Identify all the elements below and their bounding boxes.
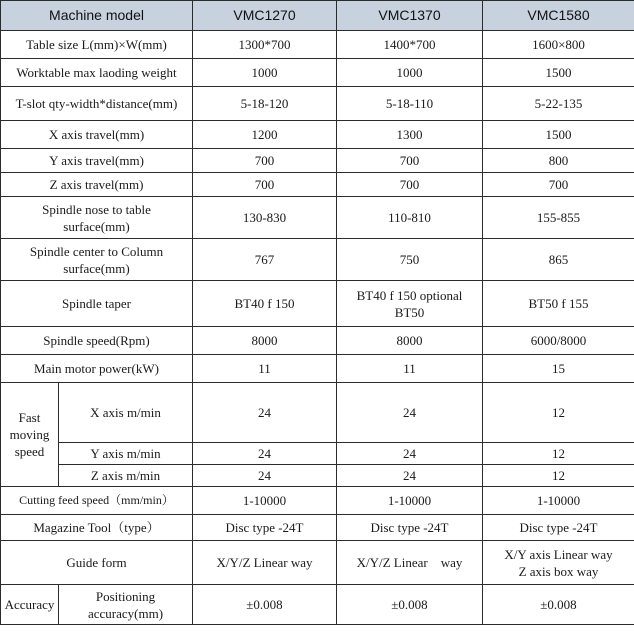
cell-value: 12	[483, 443, 634, 465]
table-row	[1, 355, 634, 383]
table-row	[1, 281, 634, 327]
cell-value: 24	[337, 465, 483, 487]
cell-value: 1300	[337, 121, 483, 149]
row-label-line: Positioning	[95, 588, 156, 604]
cell-value: 1000	[193, 59, 337, 87]
cell-value: 5-22-135	[483, 87, 634, 121]
group-label-fast-moving	[1, 383, 59, 487]
cell-value: 155-855	[483, 197, 634, 239]
row-label: Y axis travel(mm)	[1, 149, 193, 173]
cell-value: 24	[193, 443, 337, 465]
row-label: Table size L(mm)×W(mm)	[1, 31, 193, 59]
cell-value-line: X/Y axis Linear way	[504, 546, 613, 562]
row-label-line: accuracy(mm)	[87, 605, 164, 621]
cell-value	[337, 281, 483, 327]
cell-value: 700	[193, 149, 337, 173]
table-row	[1, 59, 634, 87]
cell-value: 5-18-110	[337, 87, 483, 121]
cell-value: 767	[193, 239, 337, 281]
table-row	[1, 541, 634, 585]
cell-value: 24	[337, 443, 483, 465]
cell-value: 1000	[337, 59, 483, 87]
cell-value: 700	[483, 173, 634, 197]
table-row	[1, 465, 634, 487]
table-row	[1, 173, 634, 197]
row-label: Spindle speed(Rpm)	[1, 327, 193, 355]
table-row	[1, 197, 634, 239]
cell-value-line: BT40 f 150 optional	[356, 287, 463, 303]
table-row	[1, 327, 634, 355]
row-label: X axis travel(mm)	[1, 121, 193, 149]
cell-value: 8000	[193, 327, 337, 355]
header-row	[1, 1, 634, 31]
row-label: Magazine Tool（type）	[1, 515, 193, 541]
cell-value: ±0.008	[193, 585, 337, 625]
group-label-line: moving	[9, 427, 50, 442]
table-row	[1, 515, 634, 541]
cell-value: 1400*700	[337, 31, 483, 59]
row-label-line: Spindle nose to table	[42, 201, 151, 217]
cell-value: 24	[193, 465, 337, 487]
row-label: Guide form	[1, 541, 193, 585]
row-label: Spindle taper	[1, 281, 193, 327]
cell-value-line: Z axis box way	[518, 563, 599, 579]
cell-value: X/Y/Z Linear way	[193, 541, 337, 585]
cell-value: 865	[483, 239, 634, 281]
cell-value: 1-10000	[483, 487, 634, 515]
table-row	[1, 443, 634, 465]
table-row	[1, 149, 634, 173]
row-label: X axis m/min	[59, 383, 193, 443]
row-label-line: surface(mm)	[63, 218, 130, 234]
cell-value: 8000	[337, 327, 483, 355]
cell-value: 110-810	[337, 197, 483, 239]
cell-value: 11	[337, 355, 483, 383]
cell-value: 750	[337, 239, 483, 281]
table-row	[1, 487, 634, 515]
cell-value: 24	[337, 383, 483, 443]
table-row	[1, 31, 634, 59]
cell-value: 1600×800	[483, 31, 634, 59]
row-label: Main motor power(kW)	[1, 355, 193, 383]
cell-value: 700	[337, 173, 483, 197]
cell-value: 1500	[483, 59, 634, 87]
row-label	[1, 239, 193, 281]
cell-value: 130-830	[193, 197, 337, 239]
cell-value: 24	[193, 383, 337, 443]
row-label: T-slot qty-width*distance(mm)	[1, 87, 193, 121]
cell-value: BT40 f 150	[193, 281, 337, 327]
cell-value	[483, 541, 634, 585]
group-label-line: speed	[14, 444, 45, 459]
cell-value: 11	[193, 355, 337, 383]
cell-value: 700	[193, 173, 337, 197]
cell-value-line: BT50	[394, 304, 425, 320]
cell-value: Disc type -24T	[483, 515, 634, 541]
cell-value: X/Y/Z Linear way	[337, 541, 483, 585]
cell-value: 12	[483, 465, 634, 487]
cell-value: ±0.008	[337, 585, 483, 625]
group-label-line: Fast	[18, 410, 41, 425]
row-label: Cutting feed speed（mm/min）	[1, 487, 193, 515]
cell-value: Disc type -24T	[337, 515, 483, 541]
cell-value: 1300*700	[193, 31, 337, 59]
header-vmc1580: VMC1580	[483, 1, 634, 31]
cell-value: 1500	[483, 121, 634, 149]
cell-value: Disc type -24T	[193, 515, 337, 541]
table-row	[1, 121, 634, 149]
table-row	[1, 585, 634, 625]
row-label-line: surface(mm)	[63, 260, 130, 276]
row-label: Y axis m/min	[59, 443, 193, 465]
table-row	[1, 239, 634, 281]
row-label: Z axis travel(mm)	[1, 173, 193, 197]
row-label: Worktable max laoding weight	[1, 59, 193, 87]
cell-value: 6000/8000	[483, 327, 634, 355]
cell-value: 15	[483, 355, 634, 383]
cell-value: 12	[483, 383, 634, 443]
table-row	[1, 87, 634, 121]
cell-value: 1200	[193, 121, 337, 149]
cell-value: BT50 f 155	[483, 281, 634, 327]
cell-value: 1-10000	[193, 487, 337, 515]
row-label: Z axis m/min	[59, 465, 193, 487]
cell-value: 700	[337, 149, 483, 173]
header-vmc1270: VMC1270	[193, 1, 337, 31]
header-vmc1370: VMC1370	[337, 1, 483, 31]
cell-value: 800	[483, 149, 634, 173]
table-row	[1, 383, 634, 443]
row-label-line: Spindle center to Column	[29, 243, 164, 259]
cell-value: 1-10000	[337, 487, 483, 515]
row-label	[1, 197, 193, 239]
row-label	[59, 585, 193, 625]
header-machine-model: Machine model	[1, 1, 193, 31]
group-label-accuracy: Accuracy	[1, 585, 59, 625]
cell-value: 5-18-120	[193, 87, 337, 121]
cell-value: ±0.008	[483, 585, 634, 625]
